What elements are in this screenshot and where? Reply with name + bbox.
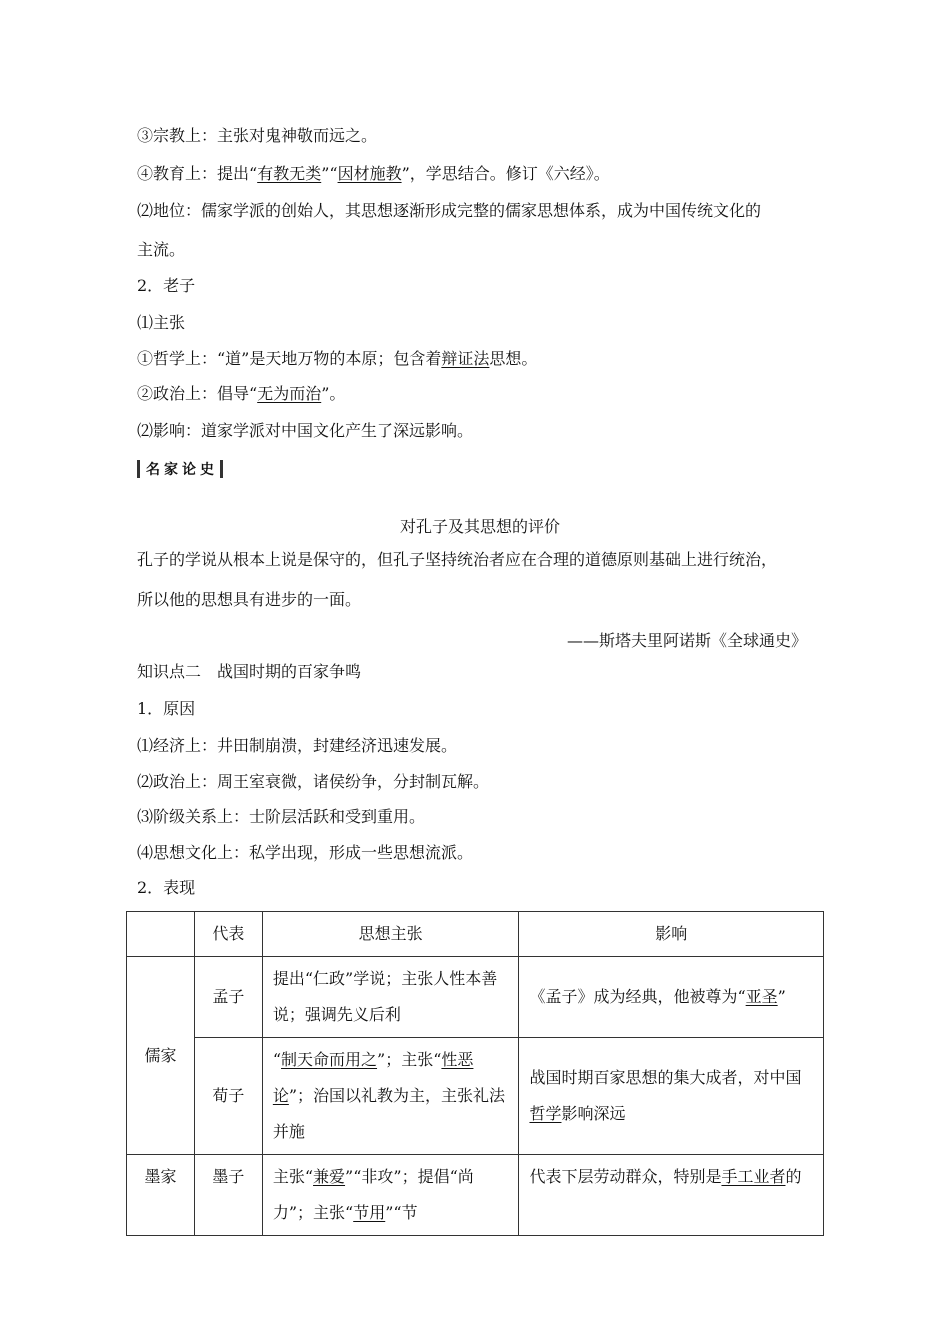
underlined-term: 亚圣: [745, 987, 778, 1006]
causes-heading: 1．原因: [137, 699, 196, 718]
representative-cell: 墨子: [194, 1155, 262, 1236]
idea-cell: 提出“仁政”学说；主张人性本善说；强调先义后利: [262, 957, 519, 1038]
underlined-term: 因材施教: [337, 164, 402, 183]
representative-cell: 荀子: [194, 1038, 262, 1155]
underlined-term: 兼爱: [313, 1167, 346, 1186]
laozi-claims-heading: ⑴主张: [137, 313, 186, 332]
idea-cell: “制天命而用之”；主张“性恶论”；治国以礼教为主，主张礼法并施: [262, 1038, 519, 1155]
table-header-cell: 代表: [194, 912, 262, 957]
table-row: [127, 1155, 824, 1236]
underlined-term: 节用: [353, 1203, 386, 1222]
cause-item: ⑶阶级关系上：士阶层活跃和受到重用。: [137, 807, 426, 826]
schools-table: [126, 911, 824, 1236]
quote-paragraph-cont: 所以他的思想具有进步的一面。: [137, 590, 362, 609]
influence-cell: 《孟子》成为经典，他被尊为“亚圣”: [519, 957, 824, 1038]
school-cell: 墨家: [127, 1155, 195, 1236]
politics-line: ②政治上：倡导“无为而治”。: [137, 384, 346, 403]
table-header-cell: 影响: [519, 912, 824, 957]
table-row: [127, 957, 824, 1038]
school-cell: 儒家: [127, 957, 195, 1155]
cause-item: ⑴经济上：井田制崩溃，封建经济迅速发展。: [137, 736, 458, 755]
influence-cell: 战国时期百家思想的集大成者，对中国哲学影响深远: [519, 1038, 824, 1155]
quote-paragraph: 孔子的学说从根本上说是保守的，但孔子坚持统治者应在合理的道德原则基础上进行统治，: [137, 550, 778, 569]
religion-line: ③宗教上：主张对鬼神敬而远之。: [137, 126, 378, 145]
underlined-term: 性恶论: [272, 1050, 474, 1105]
manifestation-heading: 2．表现: [137, 878, 196, 897]
underlined-term: 手工业者: [721, 1167, 786, 1186]
philosophy-line: ①哲学上：“道”是天地万物的本原；包含着辩证法思想。: [137, 349, 538, 368]
cause-item: ⑷思想文化上：私学出现，形成一些思想流派。: [137, 843, 474, 862]
knowledge-point-heading: 知识点二 战国时期的百家争鸣: [137, 662, 362, 681]
table-header-cell: 思想主张: [262, 912, 519, 957]
table-header-cell: [127, 912, 195, 957]
quote-title: 对孔子及其思想的评价: [399, 517, 560, 536]
idea-cell: 主张“兼爱”“非攻”；提倡“尚力”；主张“节用”“节: [262, 1155, 519, 1236]
underlined-term: 辩证法: [441, 349, 490, 368]
laozi-heading: 2．老子: [137, 276, 196, 295]
quote-source: ——斯塔夫里阿诺斯《全球通史》: [566, 631, 807, 650]
education-line: ④教育上：提出“有教无类”“因材施教”，学思结合。修订《六经》。: [137, 164, 610, 183]
influence-line: ⑵影响：道家学派对中国文化产生了深远影响。: [137, 421, 474, 440]
underlined-term: 有教无类: [257, 164, 322, 183]
table-header-row: [127, 912, 824, 957]
underlined-term: 无为而治: [257, 384, 322, 403]
cause-item: ⑵政治上：周王室衰微，诸侯纷争，分封制瓦解。: [137, 772, 490, 791]
badge-label: 名家论史: [146, 462, 218, 478]
badge-bar: [220, 460, 223, 478]
status-line: ⑵地位：儒家学派的创始人，其思想逐渐形成完整的儒家思想体系，成为中国传统文化的: [137, 201, 762, 220]
underlined-term: 制天命而用之: [281, 1050, 378, 1069]
status-line-cont: 主流。: [137, 240, 186, 259]
influence-cell: 代表下层劳动群众，特别是手工业者的: [519, 1155, 824, 1236]
underlined-term: 哲学: [529, 1104, 562, 1123]
representative-cell: 孟子: [194, 957, 262, 1038]
table-row: [127, 1038, 824, 1155]
section-badge: [137, 458, 223, 480]
